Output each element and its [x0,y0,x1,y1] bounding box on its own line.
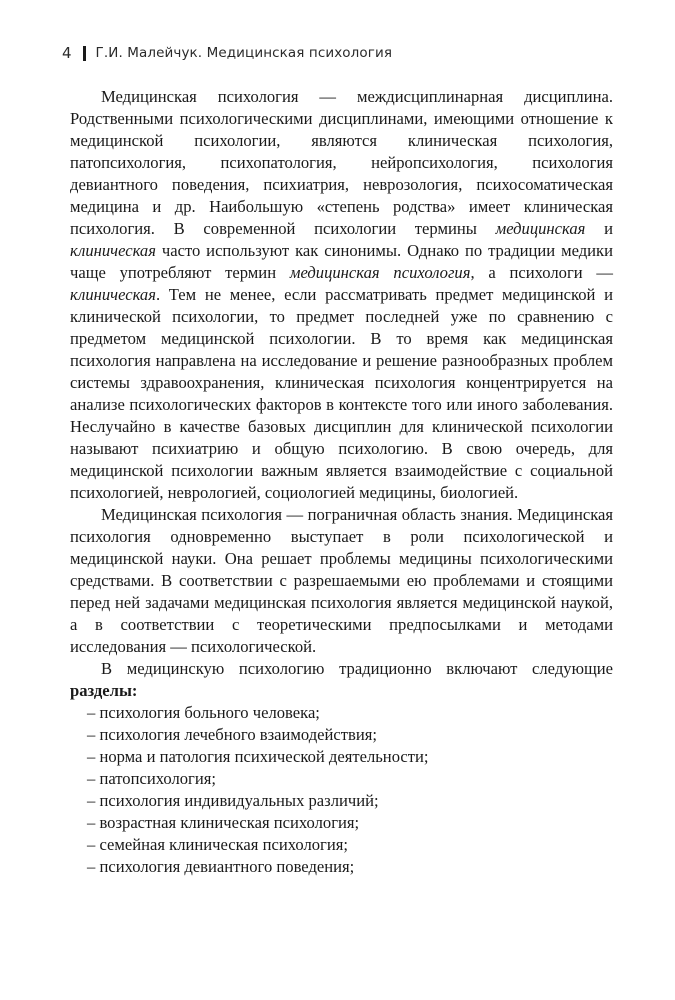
paragraph-text: часто используют как синонимы. Однако по традиции медики чаще употребляют термин [70,241,613,282]
list-item: – психология лечебного взаимодействия; [87,725,377,744]
paragraph-boundary-field: Медицинская психология — пограничная область знания. Медицинская психология одновременно выступает в роли психологической и медицинской науки. Она решает проблемы медицины психологическими средствами. В соответствии с разрешаемыми ею проблемами и стоящими перед ней задачами медицинская психология является медицинской наукой, а в соответствии с теоретическими предпосылками и методами исследования — психологической. [70,505,613,656]
list-item: – психология индивидуальных различий; [87,791,379,810]
italic-term: клиническая [70,285,156,304]
paragraph-text: В медицинскую психологию традиционно включают следующие [101,659,613,678]
header-separator-bar [83,46,86,61]
sections-list [70,702,613,878]
bold-term: разделы: [70,681,138,700]
italic-term: медицинская [495,219,586,238]
running-title: Г.И. Малейчук. Медицинская психология [95,45,393,61]
italic-term: медицинская психология [289,263,471,282]
paragraph-text: Медицинская психология — междисциплинарная дисциплина. Родственными психологическими дисциплинами, имеющими отношение к медицинской психологии, являются клиническая психология, патопсихология, психопатология, нейропсихология, психология девиантного поведения, психиатрия, неврозология, психосоматическая медицина и др. Наибольшую «степень родства» имеет клиническая психология. В современной психологии термины [70,87,613,238]
list-item: – возрастная клиническая психология; [87,813,360,832]
text-body [70,86,613,878]
page-number: 4 [62,44,72,62]
paragraph-text: и [585,219,614,238]
paragraph-text: . Тем не менее, если рассматривать предмет медицинской и клинической психологии, то предмет последней уже по сравнению с предметом медицинской психологии. В то время как медицинская психология направлена на исследование и решение разнообразных проблем системы здравоохранения, клиническая психология концентрируется на анализе психологических факторов в контексте того или иного заболевания. Неслучайно в качестве базовых дисциплин для клинической психологии называют психиатрию и общую психологию. В свою очередь, для медицинской психологии важным является взаимодействие с социальной психологией, неврологией, социологией медицины, биологией. [70,285,613,502]
list-item: – психология девиантного поведения; [87,857,355,876]
list-item: – патопсихология; [87,769,216,788]
paragraph-interdisciplinary [70,86,613,504]
paragraph-sections-intro [70,658,613,702]
list-item: – психология больного человека; [87,703,320,722]
paragraph-text: , а психологи — [470,263,614,282]
list-item: – семейная клиническая психология; [87,835,348,854]
running-header [62,44,392,62]
list-item: – норма и патология психической деятельности; [87,747,429,766]
italic-term: клиническая [70,241,156,260]
